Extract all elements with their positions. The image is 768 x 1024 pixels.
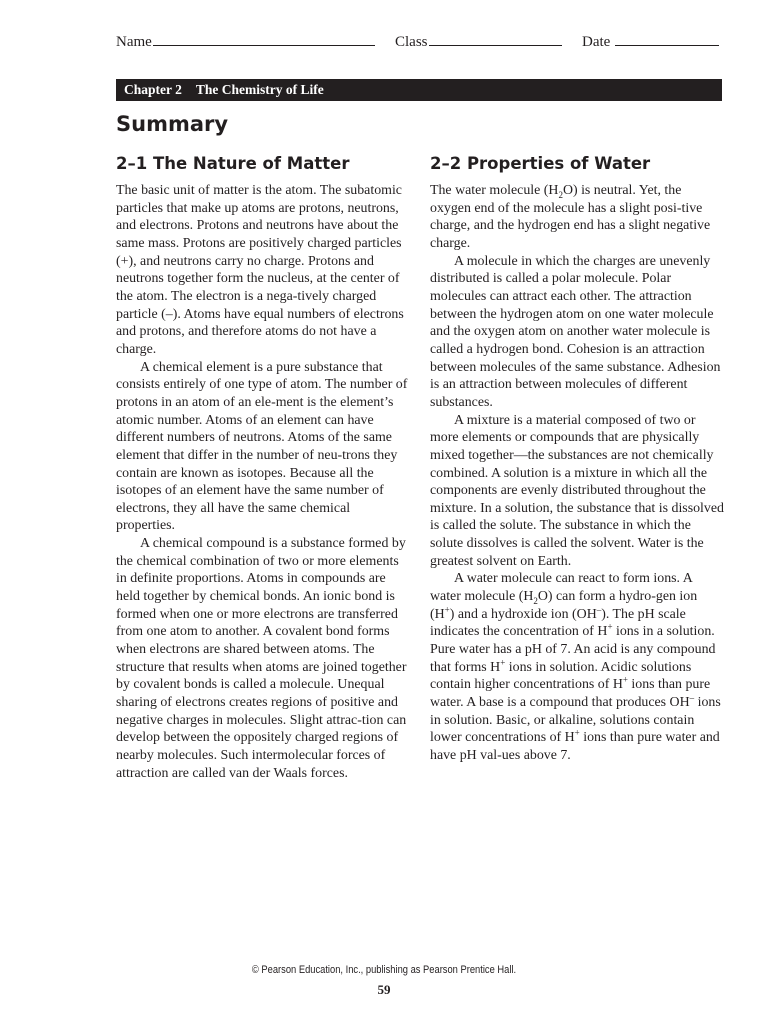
section-heading-nature-of-matter: 2–1 The Nature of Matter [116,154,350,173]
paragraph: A chemical compound is a substance formed by the chemical combination of two or more elements in definite proportions. Atoms in compounds are held together by chemical bonds. An ionic bond is formed when one or more electrons are transferred from one atom to another. A covalent bond forms when electrons are shared between atoms. The structure that results when atoms are joined together by covalent bonds is called a molecule. Unequal sharing of electrons creates regions of positive and negative charges in molecules. Slight attrac-tion can develop between the oppositely charged regions of nearby molecules. Such intermolecular forces of attraction are called van der Waals forces. [116,536,407,781]
name-field [116,32,375,51]
paragraph: The water molecule $(H_2O)$ is neutral. Yet, the oxygen end of the molecule has a slight posi-tive charge, and the hydrogen end has a slight negative charge. [430,183,711,251]
paragraph: A molecule in which the charges are unevenly distributed is called a polar molecule. Polar molecules can attract each other. The attraction between the hydrogen atom on one water molecule and the oxygen atom on another water molecule is called a hydrogen bond. Cohesion is an attraction between molecules of the same substance. Adhesion is an attraction between molecules of different substances. [430,253,721,410]
page-number: 59 [377,982,391,997]
section-heading-properties-of-water: 2–2 Properties of Water [430,154,651,173]
date-field [582,32,719,51]
left-column [116,154,410,782]
copyright-notice: © Pearson Education, Inc., publishing as Pearson Prentice Hall. [251,964,517,976]
name-label: Name [116,34,152,50]
paragraph: The basic unit of matter is the atom. The subatomic particles that make up atoms are protons, neutrons, and electrons. Protons and neutrons have about the same mass. Protons are positively charged particles (+), and neutrons carry no charge. Protons and neutrons together form the nucleus, at the center of the atom. The electron is a nega-tively charged particle (–). Atoms have equal numbers of electrons and protons, and therefore atoms do not have a charge. [116,183,404,357]
paragraph: A chemical element is a pure substance that consists entirely of one type of atom. The number of protons in an atom of an ele-ment is the element’s atomic number. Atoms of an element can have different numbers of neutrons. Atoms of the same element that differ in the number of neu-trons they contain are known as isotopes. Because all the isotopes of an element have the same number of electrons, they all have the same chemical properties. [116,359,408,534]
paragraph: A mixture is a material composed of two or more elements or compounds that are physically mixed together—the substances are not chemically combined. A solution is a mixture in which all the components are evenly distributed throughout the mixture. In a solution, the substance that is dissolved is called the solute. The substance in which the solute dissolves is called the solvent. Water is the greatest solvent on Earth. [430,412,724,569]
class-field [395,32,562,51]
chapter-number: Chapter 2 [124,82,182,97]
chapter-title: The Chemistry of Life [195,82,324,97]
date-blank-line [615,32,719,46]
chapter-banner [116,79,722,101]
date-label: Date [582,34,611,50]
name-blank-line [153,32,375,46]
paragraph: A water molecule can react to form ions. A water molecule $(H_2O)$ can form a hydro-gen ion (H+) and a hydroxide ion (OH–). The pH scale indicates the concentration of H+ ions in a solution. Pure water has a pH of 7. An acid is any compound that forms H+ ions in solution. Acidic solutions contain higher concentrations of H+ ions than pure water. A base is a compound that produces OH– ions in solution. Basic, or alkaline, solutions contain lower concentrations of H+ ions than pure water and have pH val-ues above 7. [430,571,721,763]
right-column [430,154,724,765]
class-blank-line [429,32,562,46]
page-title: Summary [116,112,229,136]
class-label: Class [395,34,428,50]
